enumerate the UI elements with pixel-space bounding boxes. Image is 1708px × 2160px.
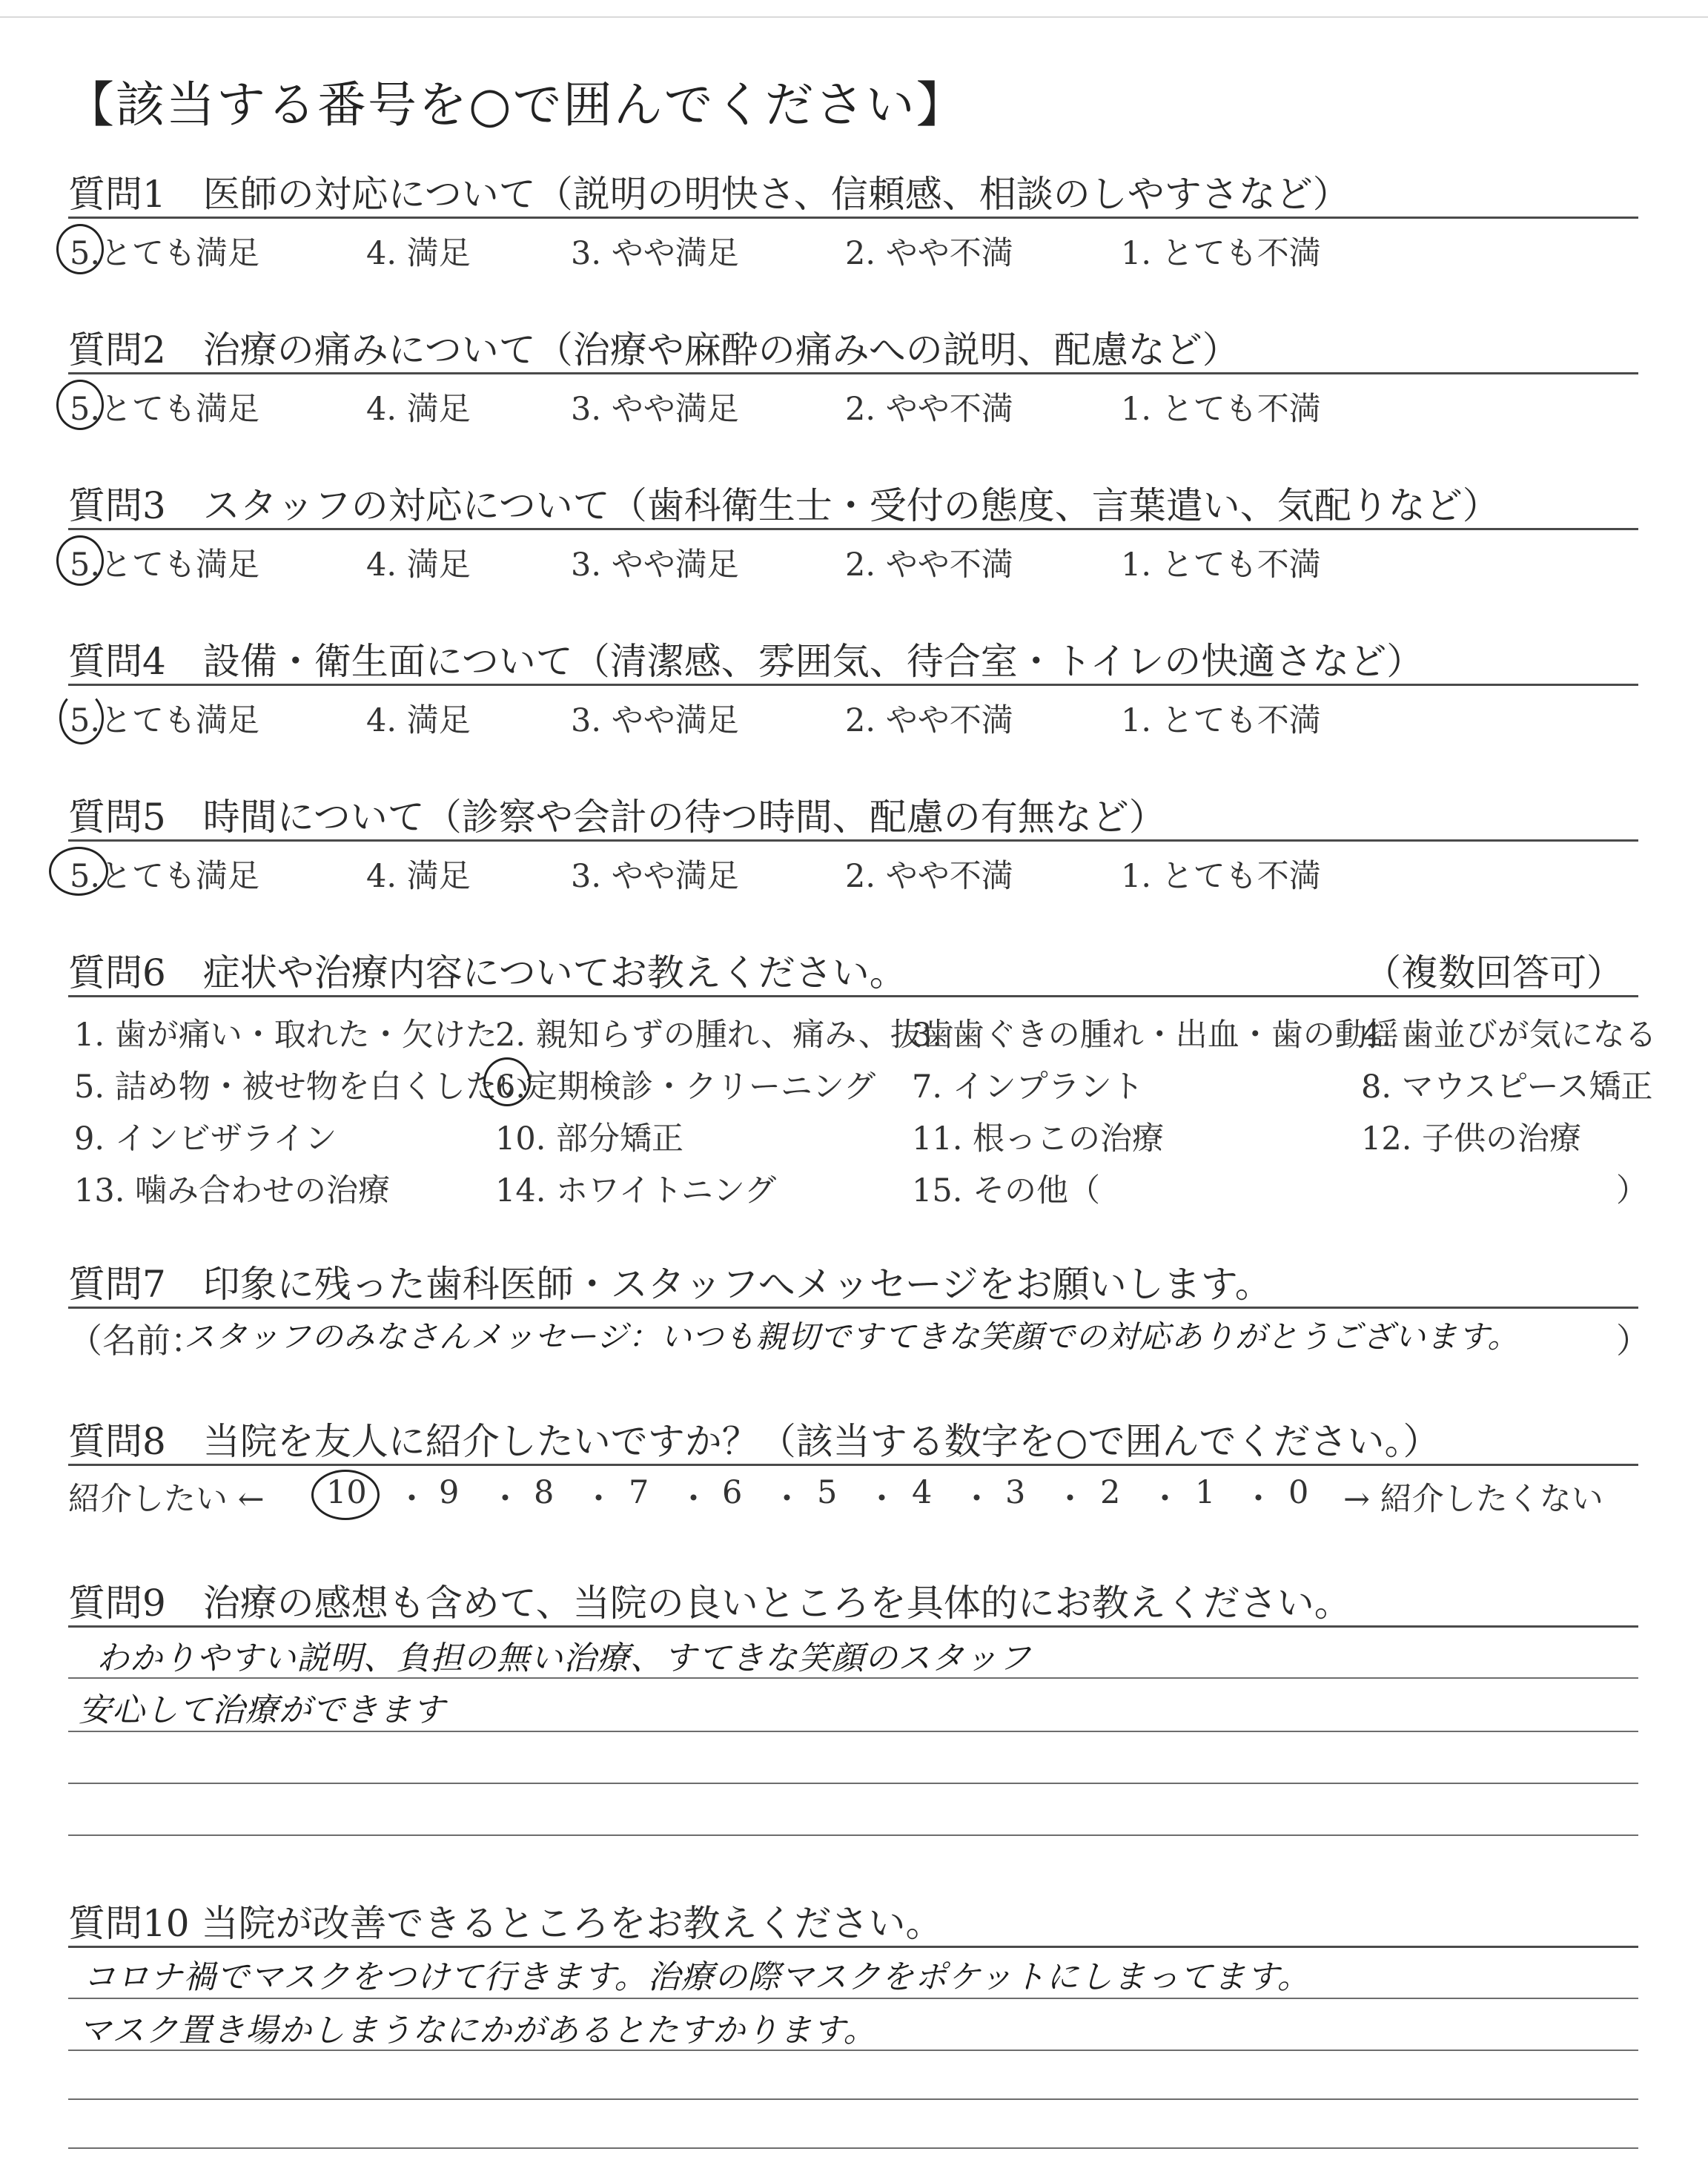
q2-option-1[interactable]: 1. とても不満 (1121, 391, 1321, 428)
q8-score-7[interactable]: 7 (629, 1474, 649, 1511)
q8-score-3[interactable]: 3 (1005, 1474, 1026, 1511)
q9-handwritten-line-2[interactable]: 安心して治療ができます (79, 1691, 446, 1729)
q2-selection-circle (56, 380, 104, 430)
question-6-note: （複数回答可） (1364, 951, 1623, 994)
q6-item-11[interactable]: 11. 根っこの治療 (912, 1120, 1165, 1157)
q8-dot: ・ (961, 1481, 993, 1518)
q6-other-close-paren: ） (1616, 1172, 1648, 1209)
q6-item-5[interactable]: 5. 詰め物・被せ物を白くしたい (74, 1069, 529, 1106)
q7-name-label: （名前： (68, 1321, 205, 1361)
q10-handwritten-line-2[interactable]: マスク置き場かしまうなにかがあるとたすかります。 (79, 2012, 877, 2050)
question-7-title: 質問7 印象に残った歯科医師・スタッフへメッセージをお願いします。 (68, 1263, 1272, 1306)
q9-handwritten-line-1[interactable]: わかりやすい説明、負担の無い治療、すてきな笑顔のスタッフ (96, 1639, 1032, 1677)
q5-option-1[interactable]: 1. とても不満 (1121, 858, 1321, 895)
q8-score-9[interactable]: 9 (439, 1474, 460, 1511)
question-2-rule (68, 372, 1638, 374)
question-6-title: 質問6 症状や治療内容についてお教えください。 (68, 951, 907, 994)
q5-selection-circle (49, 847, 108, 896)
q7-close-paren: ） (1616, 1321, 1650, 1361)
q7-handwritten-message[interactable]: スタッフのみなさんメッセージ：いつも親切ですてきな笑顔での対応ありがとうございます。 (184, 1318, 1520, 1355)
question-3-title: 質問3 スタッフの対応について（歯科衛生士・受付の態度、言葉遣い、気配りなど） (68, 484, 1500, 527)
q6-item-2[interactable]: 2. 親知らずの腫れ、痛み、抜歯 (495, 1017, 954, 1054)
question-5-title: 質問5 時間について（診察や会計の待つ時間、配慮の有無など） (68, 796, 1166, 839)
q10-answer-rule (68, 2098, 1638, 2100)
q5-option-5[interactable]: 5.とても満足 (70, 858, 260, 895)
q6-item-4[interactable]: 4. 歯並びが気になる (1361, 1017, 1657, 1054)
q3-option-5[interactable]: 5.とても満足 (70, 546, 260, 584)
q8-dot: ・ (1149, 1481, 1181, 1518)
q6-item-1[interactable]: 1. 歯が痛い・取れた・欠けた (74, 1017, 497, 1054)
q10-answer-rule (68, 1998, 1638, 1999)
q3-option-2[interactable]: 2. やや不満 (845, 546, 1013, 584)
q9-answer-rule (68, 1834, 1638, 1836)
q6-item-10[interactable]: 10. 部分矯正 (495, 1120, 684, 1157)
q4-option-2[interactable]: 2. やや不満 (845, 702, 1013, 739)
q8-dot: ・ (866, 1481, 898, 1518)
question-10-rule (68, 1946, 1638, 1948)
q8-dot: ・ (489, 1481, 521, 1518)
q4-option-4[interactable]: 4. 満足 (366, 702, 471, 739)
question-6-rule (68, 995, 1638, 997)
q6-item-14[interactable]: 14. ホワイトニング (495, 1172, 777, 1209)
q9-answer-rule (68, 1783, 1638, 1784)
q8-dot: ・ (1054, 1481, 1086, 1518)
q8-score-8[interactable]: 8 (534, 1474, 555, 1511)
q2-option-5[interactable]: 5.とても満足 (70, 391, 260, 428)
q8-dot: ・ (678, 1481, 709, 1518)
q6-item-9[interactable]: 9. インビザライン (74, 1120, 337, 1157)
q1-option-2[interactable]: 2. やや不満 (845, 235, 1013, 272)
q9-answer-rule (68, 1677, 1638, 1679)
q8-dot: ・ (396, 1481, 428, 1518)
q1-selection-circle (56, 224, 104, 274)
q6-selection-circle (483, 1057, 531, 1106)
q6-item-3[interactable]: 3. 歯ぐきの腫れ・出血・歯の動揺 (912, 1017, 1399, 1054)
q8-score-4[interactable]: 4 (912, 1474, 933, 1511)
q8-score-6[interactable]: 6 (722, 1474, 743, 1511)
q4-option-1[interactable]: 1. とても不満 (1121, 702, 1321, 739)
q6-item-12[interactable]: 12. 子供の治療 (1361, 1120, 1582, 1157)
q8-score-1[interactable]: 1 (1195, 1474, 1216, 1511)
question-1-rule (68, 217, 1638, 219)
q5-option-4[interactable]: 4. 満足 (366, 858, 471, 895)
question-2-title: 質問2 治療の痛みについて（治療や麻酔の痛みへの説明、配慮など） (68, 328, 1239, 371)
q8-score-5[interactable]: 5 (817, 1474, 838, 1511)
question-9-rule (68, 1625, 1638, 1628)
question-8-rule (68, 1464, 1638, 1466)
q4-option-3[interactable]: 3. やや満足 (571, 702, 739, 739)
q8-dot: ・ (583, 1481, 615, 1518)
q8-score-10[interactable]: 10 (326, 1474, 367, 1511)
q10-handwritten-line-1[interactable]: コロナ禍でマスクをつけて行きます。治療の際マスクをポケットにしまってます。 (83, 1958, 1311, 1996)
q6-item-8[interactable]: 8. マウスピース矯正 (1361, 1069, 1653, 1106)
q5-option-2[interactable]: 2. やや不満 (845, 858, 1013, 895)
question-3-rule (68, 528, 1638, 530)
q6-item-7[interactable]: 7. インプラント (912, 1069, 1144, 1106)
question-10-title: 質問10 当院が改善できるところをお教えください。 (68, 1902, 943, 1945)
question-4-rule (68, 684, 1638, 686)
q8-dot: ・ (1242, 1481, 1274, 1518)
q3-option-4[interactable]: 4. 満足 (366, 546, 471, 584)
q8-score-0[interactable]: 0 (1288, 1474, 1309, 1511)
question-1-title: 質問1 医師の対応について（説明の明快さ、信頼感、相談のしやすさなど） (68, 173, 1350, 216)
q2-option-3[interactable]: 3. やや満足 (571, 391, 739, 428)
q8-left-label: 紹介したい ← (68, 1481, 265, 1518)
q5-option-3[interactable]: 3. やや満足 (571, 858, 739, 895)
q10-answer-rule (68, 2147, 1638, 2149)
question-8-title: 質問8 当院を友人に紹介したいですか？（該当する数字を○で囲んでください。） (68, 1420, 1440, 1463)
question-7-rule (68, 1307, 1638, 1309)
q4-option-5[interactable]: 5.とても満足 (70, 702, 260, 739)
q1-option-5[interactable]: 5.とても満足 (70, 235, 260, 272)
page-top-edge (0, 0, 1708, 18)
q9-answer-rule (68, 1731, 1638, 1732)
q6-item-13[interactable]: 13. 噛み合わせの治療 (74, 1172, 391, 1209)
q10-answer-rule (68, 2050, 1638, 2051)
q3-option-1[interactable]: 1. とても不満 (1121, 546, 1321, 584)
q1-option-4[interactable]: 4. 満足 (366, 235, 471, 272)
q3-selection-circle (56, 535, 104, 586)
q1-option-1[interactable]: 1. とても不満 (1121, 235, 1321, 272)
q6-item-15[interactable]: 15. その他（ (912, 1172, 1101, 1209)
q2-option-2[interactable]: 2. やや不満 (845, 391, 1013, 428)
q6-item-6[interactable]: 6.定期検診・クリーニング (495, 1069, 876, 1106)
question-5-rule (68, 839, 1638, 842)
q8-dot: ・ (771, 1481, 803, 1518)
q8-score-2[interactable]: 2 (1100, 1474, 1121, 1511)
question-9-title: 質問9 治療の感想も含めて、当院の良いところを具体的にお教えください。 (68, 1582, 1351, 1625)
question-4-title: 質問4 設備・衛生面について（清潔感、雰囲気、待合室・トイレの快適さなど） (68, 640, 1424, 683)
q8-selection-circle (311, 1470, 380, 1520)
q1-option-3[interactable]: 3. やや満足 (571, 235, 739, 272)
instructions-header: 【該当する番号を○で囲んでください】 (65, 76, 967, 133)
q2-option-4[interactable]: 4. 満足 (366, 391, 471, 428)
q4-selection-circle (59, 691, 104, 744)
q3-option-3[interactable]: 3. やや満足 (571, 546, 739, 584)
q8-right-label: → 紹介したくない (1343, 1481, 1603, 1518)
